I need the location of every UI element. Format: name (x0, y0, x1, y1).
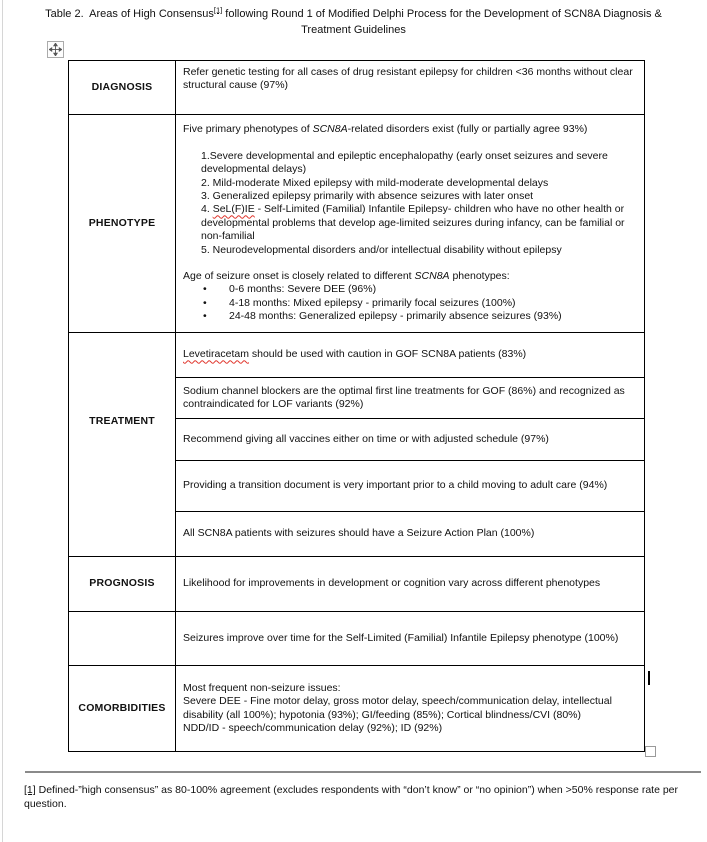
text-run: 3. Generalized epilepsy primarily with absence seizures with later onset (201, 189, 534, 202)
paragraph-text (183, 682, 341, 694)
text-run: phenotypes: (449, 270, 510, 283)
footnote-separator (25, 771, 701, 773)
paragraph-text (183, 433, 549, 445)
table-section-prognosis (69, 556, 644, 611)
text-run: - Self-Limited (Familial) Infantile Epilepsy- children who have no other health or developmental problems that develop age-limited seizures during infancy, can be familial or non-familial (201, 203, 625, 243)
paragraph (183, 527, 641, 540)
row-label-treatment[interactable]: TREATMENT (69, 333, 176, 556)
table-section-prognosis2 (69, 611, 644, 665)
move-icon (49, 43, 62, 56)
paragraph-text (201, 244, 562, 256)
italic-text-run: SCN8A (414, 270, 450, 283)
text-run: 0-6 months: Severe DEE (96%) (229, 283, 377, 296)
paragraph-text (183, 123, 587, 135)
table-section-treatment (69, 332, 644, 556)
text-run: Providing a transition document is very important prior to a child moving to adult care (94%) (183, 479, 608, 492)
footnote-ref-link[interactable]: [1] (24, 784, 36, 796)
text-run: NDD/ID - speech/communication delay (92%); ID (92%) (183, 721, 443, 734)
text-run: Refer genetic testing for all cases of drug resistant epilepsy for children <36 months without clear structural cause (97%) (183, 66, 633, 92)
paragraph-text (229, 310, 562, 323)
text-run: 5. Neurodevelopmental disorders and/or intellectual disability without epilepsy (201, 243, 562, 256)
row-label-comorbidities[interactable]: COMORBIDITIES (69, 666, 176, 751)
page-edge-line (2, 0, 3, 842)
paragraph-text (183, 632, 618, 644)
paragraph (183, 190, 641, 203)
bullet-icon: • (203, 283, 207, 296)
paragraph-text (201, 190, 533, 202)
text-run: Sodium channel blockers are the optimal first line treatments for GOF (86%) and recognized as contraindicated for LOF variants (92%) (183, 384, 625, 410)
text-cursor (648, 671, 650, 685)
paragraph-text (183, 722, 442, 734)
text-run: -related disorders exist (fully or partially agree 93%) (347, 123, 588, 136)
paragraph (183, 66, 641, 93)
paragraph (183, 177, 641, 190)
text-run: 1.Severe developmental and epileptic encephalopathy (early onset seizures and severe developmental delays) (201, 149, 608, 176)
caption-suffix: following Round 1 of Modified Delphi Process for the Development of SCN8A Diagnosis & Treatment Guidelines (222, 8, 662, 36)
paragraph (183, 433, 641, 446)
paragraph (183, 632, 641, 645)
text-run: All SCN8A patients with seizures should have a Seizure Action Plan (100%) (183, 527, 535, 540)
row-label-diagnosis[interactable]: DIAGNOSIS (69, 61, 176, 114)
text-run: 2. Mild-moderate Mixed epilepsy with mild-moderate developmental delays (201, 176, 549, 189)
text-run: Likelihood for improvements in development or cognition vary across different phenotypes (183, 577, 601, 590)
content-column (176, 612, 644, 665)
table-cell[interactable] (176, 333, 644, 377)
paragraph-text (183, 527, 534, 539)
bullet-icon: • (203, 296, 207, 309)
row-label-phenotype[interactable]: PHENOTYPE (69, 115, 176, 332)
paragraph-text (183, 385, 625, 410)
row-label-prognosis2[interactable] (69, 612, 176, 665)
paragraph-text (183, 695, 612, 720)
table-cell[interactable] (176, 115, 644, 332)
paragraph-text (183, 270, 510, 282)
paragraph-text (229, 283, 376, 296)
table-section-phenotype (69, 114, 644, 332)
bullet-icon: • (203, 310, 207, 323)
table-cell[interactable] (176, 460, 644, 511)
paragraph (183, 244, 641, 257)
text-run: should be used with caution in GOF SCN8A patients (83%) (248, 348, 527, 361)
caption-prefix: Table 2. Areas of High Consensus (45, 8, 214, 20)
paragraph-text (183, 66, 633, 91)
table-cell[interactable] (176, 612, 644, 665)
text-run: Severe DEE - Fine motor delay, gross motor delay, speech/communication delay, intellectual disability (all 100%); hypotonia (93%); GI/feeding (85%); Cortical blindness/CVI (80%) (183, 695, 612, 721)
paragraph (183, 150, 641, 177)
paragraph (183, 722, 641, 735)
paragraph-text (201, 203, 625, 242)
misspelled-word: Levetiracetam (183, 348, 249, 361)
table-section-diagnosis (69, 61, 644, 114)
content-column (176, 333, 644, 556)
table-section-comorbidities (69, 665, 644, 751)
table-move-handle[interactable] (47, 41, 64, 58)
consensus-table (68, 60, 645, 752)
text-run: Most frequent non-seizure issues: (183, 681, 341, 694)
table-cell[interactable] (176, 557, 644, 611)
paragraph (183, 348, 641, 361)
table-cell[interactable] (176, 666, 644, 751)
paragraph (183, 682, 641, 695)
footnote[interactable] (24, 784, 688, 812)
text-run: Five primary phenotypes of (183, 123, 313, 136)
footnote-text: Defined-”high consensus” as 80-100% agreement (excludes respondents with “don’t know” or “no opinion”) when >50% response rate per question. (24, 784, 679, 810)
paragraph (183, 385, 641, 412)
misspelled-word: SeL(F)IE (212, 203, 255, 216)
paragraph-text (201, 177, 548, 189)
text-run: 24-48 months: Generalized epilepsy - primarily absence seizures (93%) (229, 310, 562, 323)
footnote-reference-link[interactable]: [1] (213, 5, 223, 15)
text-run: 4. (201, 203, 213, 216)
content-column (176, 61, 644, 114)
paragraph (183, 577, 641, 590)
paragraph (183, 283, 641, 296)
table-cell[interactable] (176, 511, 644, 556)
paragraph (183, 297, 641, 310)
text-run: 4-18 months: Mixed epilepsy - primarily focal seizures (100%) (229, 296, 516, 309)
table-cell[interactable] (176, 61, 644, 114)
text-run: Seizures improve over time for the Self-Limited (Familial) Infantile Epilepsy phenotype (100%) (183, 631, 619, 644)
table-resize-handle[interactable] (645, 746, 656, 757)
blank-line (183, 257, 641, 270)
paragraph (183, 123, 641, 136)
paragraph-text (183, 577, 600, 589)
blank-line (183, 137, 641, 150)
text-run: Age of seizure onset is closely related to different (183, 270, 415, 283)
table-cell[interactable] (176, 377, 644, 418)
row-label-prognosis[interactable]: PROGNOSIS (69, 557, 176, 611)
content-column (176, 666, 644, 751)
paragraph (183, 203, 641, 243)
paragraph-text (183, 479, 607, 491)
paragraph (183, 270, 641, 283)
paragraph-text (183, 348, 526, 360)
text-run: Recommend giving all vaccines either on time or with adjusted schedule (97%) (183, 432, 549, 445)
italic-text-run: SCN8A (312, 123, 348, 136)
table-caption-text (23, 7, 685, 38)
content-column (176, 115, 644, 332)
paragraph (183, 479, 641, 492)
paragraph-text (229, 297, 516, 310)
table-caption[interactable] (0, 7, 707, 38)
table-cell[interactable] (176, 418, 644, 460)
paragraph-text (201, 150, 608, 175)
content-column (176, 557, 644, 611)
paragraph (183, 310, 641, 323)
paragraph (183, 695, 641, 722)
